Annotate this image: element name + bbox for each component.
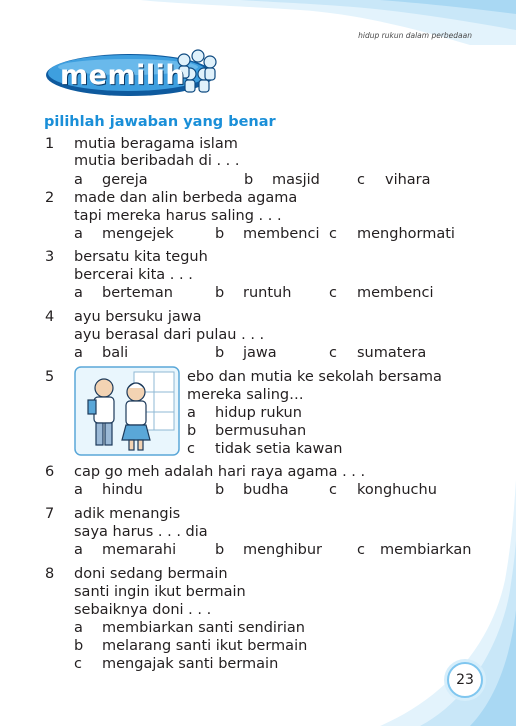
page-number: 23 bbox=[447, 662, 483, 698]
option-text: melarang santi ikut bermain bbox=[102, 638, 308, 654]
option-letter: b bbox=[215, 542, 225, 558]
option-letter: a bbox=[74, 620, 83, 636]
option-text: hindu bbox=[102, 482, 143, 498]
question-line: cap go meh adalah hari raya agama . . . bbox=[74, 464, 366, 480]
question-number: 7 bbox=[45, 506, 55, 522]
question-number: 6 bbox=[45, 464, 55, 480]
children-walking-illustration bbox=[74, 366, 180, 456]
question-line: tapi mereka harus saling . . . bbox=[74, 208, 282, 224]
question-number: 4 bbox=[45, 309, 55, 325]
option-letter: a bbox=[74, 345, 83, 361]
option-letter: a bbox=[74, 542, 83, 558]
option-text: menghormati bbox=[357, 226, 455, 242]
question-line: ayu bersuku jawa bbox=[74, 309, 202, 325]
option-text: vihara bbox=[385, 172, 431, 188]
option-text: memarahi bbox=[102, 542, 177, 558]
option-text: membenci bbox=[357, 285, 434, 301]
option-text: menghibur bbox=[243, 542, 323, 558]
question-line: adik menangis bbox=[74, 506, 181, 522]
question-line: mereka saling… bbox=[187, 387, 304, 403]
question-line: mutia beragama islam bbox=[74, 136, 238, 152]
option-letter: b bbox=[74, 638, 84, 654]
option-letter: a bbox=[74, 285, 83, 301]
option-text: bali bbox=[102, 345, 129, 361]
banner-title: memilih bbox=[60, 60, 186, 91]
option-text: berteman bbox=[102, 285, 173, 301]
option-letter: c bbox=[187, 441, 195, 457]
option-letter: a bbox=[74, 172, 83, 188]
option-letter: c bbox=[329, 482, 337, 498]
footer-wave bbox=[380, 480, 516, 726]
question-line: ayu berasal dari pulau . . . bbox=[74, 327, 265, 343]
option-letter: a bbox=[187, 405, 196, 421]
question-number: 2 bbox=[45, 190, 55, 206]
question-line: sebaiknya doni . . . bbox=[74, 602, 212, 618]
question-number: 3 bbox=[45, 249, 55, 265]
option-text: jawa bbox=[243, 345, 277, 361]
option-text: hidup rukun bbox=[215, 405, 302, 421]
option-text: membiarkan bbox=[380, 542, 472, 558]
option-letter: c bbox=[329, 285, 337, 301]
option-text: runtuh bbox=[243, 285, 292, 301]
question-number: 8 bbox=[45, 566, 55, 582]
option-letter: b bbox=[215, 226, 225, 242]
option-letter: b bbox=[215, 285, 225, 301]
option-letter: c bbox=[329, 226, 337, 242]
option-text: membenci bbox=[243, 226, 320, 242]
option-text: mengajak santi bermain bbox=[102, 656, 279, 672]
option-text: masjid bbox=[272, 172, 320, 188]
question-number: 1 bbox=[45, 136, 55, 152]
option-text: membiarkan santi sendirian bbox=[102, 620, 305, 636]
option-letter: b bbox=[215, 482, 225, 498]
option-text: bermusuhan bbox=[215, 423, 307, 439]
running-header: hidup rukun dalam perbedaan bbox=[358, 31, 472, 40]
instruction-heading: pilihlah jawaban yang benar bbox=[44, 114, 276, 130]
question-line: doni sedang bermain bbox=[74, 566, 228, 582]
question-line: bersatu kita teguh bbox=[74, 249, 208, 265]
option-letter: a bbox=[74, 226, 83, 242]
option-letter: c bbox=[357, 542, 365, 558]
option-text: tidak setia kawan bbox=[215, 441, 343, 457]
option-letter: a bbox=[74, 482, 83, 498]
option-letter: c bbox=[357, 172, 365, 188]
question-line: santi ingin ikut bermain bbox=[74, 584, 246, 600]
option-letter: b bbox=[215, 345, 225, 361]
question-line: mutia beribadah di . . . bbox=[74, 153, 240, 169]
option-text: mengejek bbox=[102, 226, 174, 242]
option-letter: b bbox=[187, 423, 197, 439]
option-letter: c bbox=[74, 656, 82, 672]
option-text: budha bbox=[243, 482, 289, 498]
question-line: bercerai kita . . . bbox=[74, 267, 193, 283]
question-number: 5 bbox=[45, 369, 55, 385]
question-line: ebo dan mutia ke sekolah bersama bbox=[187, 369, 442, 385]
option-text: gereja bbox=[102, 172, 148, 188]
option-text: konghuchu bbox=[357, 482, 437, 498]
question-line: made dan alin berbeda agama bbox=[74, 190, 298, 206]
option-text: sumatera bbox=[357, 345, 427, 361]
question-line: saya harus . . . dia bbox=[74, 524, 208, 540]
option-letter: b bbox=[244, 172, 254, 188]
option-letter: c bbox=[329, 345, 337, 361]
